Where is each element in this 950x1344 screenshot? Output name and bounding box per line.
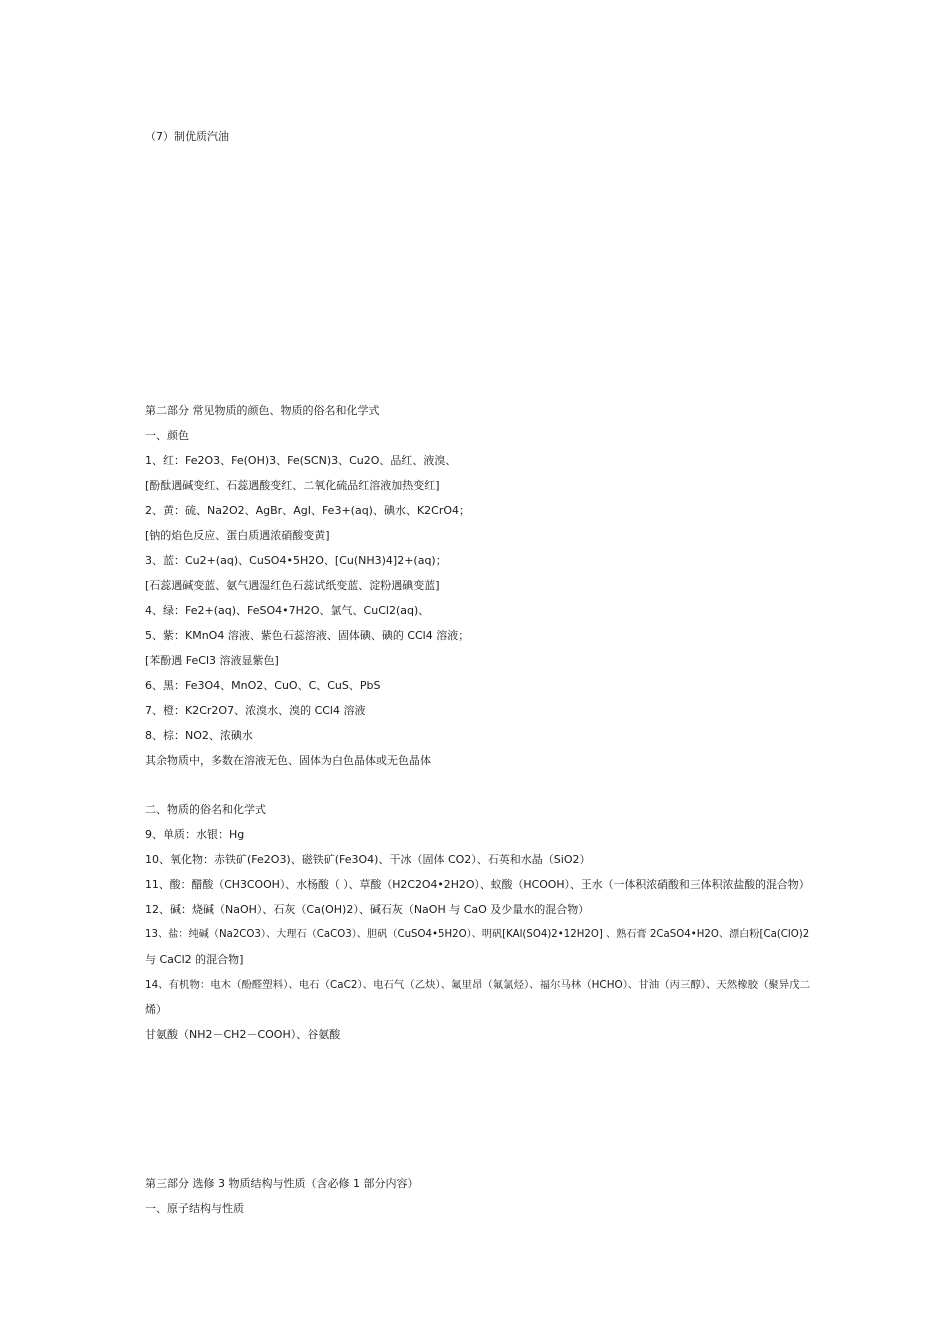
section-heading: 一、原子结构与性质 (145, 1202, 244, 1215)
text-line: 14、有机物：电木（酚醛塑料）、电石（CaC2）、电石气（乙炔）、氟里昂（氟氯烃）、福尔马林（HCHO）、甘油（丙三醇）、天然橡胶（聚异戊二 (145, 979, 811, 991)
part-title: 第三部分 选修 3 物质结构与性质（含必修 1 部分内容） (145, 1177, 419, 1190)
section-heading: 一、颜色 (145, 429, 189, 442)
text-line: [钠的焰色反应、蛋白质遇浓硝酸变黄] (145, 529, 330, 542)
text-line: 其余物质中，多数在溶液无色、固体为白色晶体或无色晶体 (145, 754, 431, 767)
text-line: 11、酸：醋酸（CH3COOH）、水杨酸（ ）、草酸（H2C2O4•2H2O）、蚁酸（HCOOH）、王水（一体积浓硝酸和三体积浓盐酸的混合物） (145, 878, 810, 891)
text-line: 9、单质：水银：Hg (145, 828, 245, 841)
text-line: 6、黑：Fe3O4、MnO2、CuO、C、CuS、PbS (145, 679, 381, 692)
text-line: 烯） (145, 1003, 167, 1016)
text-line: 8、棕：NO2、浓碘水 (145, 729, 253, 742)
text-line: 5、紫：KMnO4 溶液、紫色石蕊溶液、固体碘、碘的 CCl4 溶液； (145, 629, 470, 642)
text-line: 7、橙：K2Cr2O7、浓溴水、溴的 CCl4 溶液 (145, 704, 366, 717)
text-line: 10、氧化物：赤铁矿(Fe2O3)、磁铁矿(Fe3O4)、干冰（固体 CO2）、石英和水晶（SiO2） (145, 853, 591, 866)
text-line: 13、盐：纯碱（Na2CO3）、大理石（CaCO3）、胆矾（CuSO4•5H2O）、明矾[KAl(SO4)2•12H2O] 、熟石膏 2CaSO4•H2O、漂白粉[Ca(ClO)2 (145, 929, 810, 940)
text-line: [石蕊遇碱变蓝、氨气遇湿红色石蕊试纸变蓝、淀粉遇碘变蓝] (145, 579, 440, 592)
text-line: 2、黄：硫、Na2O2、AgBr、AgI、Fe3+(aq)、碘水、K2CrO4； (145, 504, 471, 517)
text-line: [苯酚遇 FeCl3 溶液显紫色] (145, 654, 279, 667)
text-line: 12、碱：烧碱（NaOH）、石灰（Ca(OH)2）、碱石灰（NaOH 与 CaO 及少量水的混合物） (145, 903, 590, 916)
section-heading: 二、物质的俗名和化学式 (145, 803, 266, 816)
text-line: 与 CaCl2 的混合物] (145, 953, 244, 966)
text-line: 甘氨酸（NH2－CH2－COOH）、谷氨酸 (145, 1028, 341, 1041)
section-heading: （7）制优质汽油 (145, 130, 229, 143)
text-line: [酚酞遇碱变红、石蕊遇酸变红、二氧化硫品红溶液加热变红] (145, 479, 440, 492)
text-line: 1、红：Fe2O3、Fe(OH)3、Fe(SCN)3、Cu2O、品红、液溴、 (145, 454, 457, 467)
text-line: 4、绿：Fe2+(aq)、FeSO4•7H2O、氯气、CuCl2(aq)、 (145, 604, 430, 617)
part-title: 第二部分 常见物质的颜色、物质的俗名和化学式 (145, 404, 380, 417)
text-line: 3、蓝：Cu2+(aq)、CuSO4•5H2O、[Cu(NH3)4]2+(aq)； (145, 554, 447, 567)
